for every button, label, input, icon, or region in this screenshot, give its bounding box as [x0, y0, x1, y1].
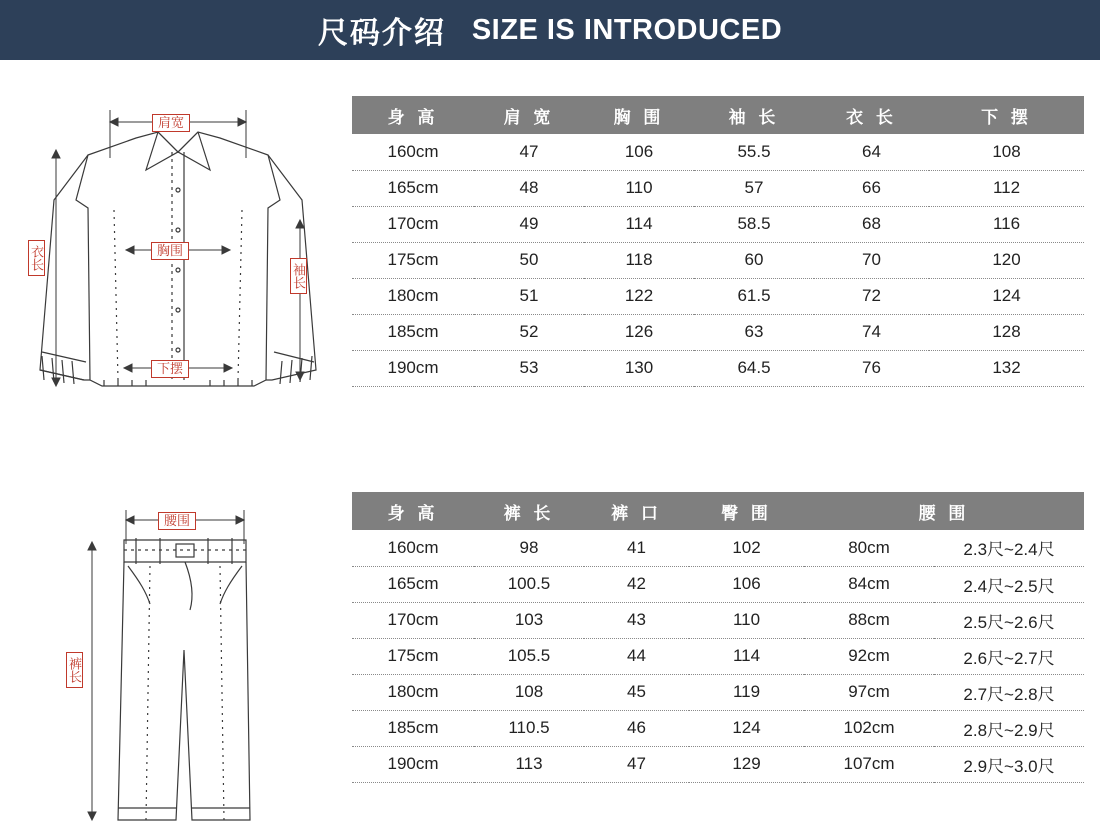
- cell-waist-chi: 2.3尺~2.4尺: [934, 530, 1084, 566]
- table-header-row: [352, 96, 1084, 134]
- cell-hip: 114: [689, 638, 804, 674]
- cell-length: 66: [814, 170, 929, 206]
- table-row: [352, 710, 1084, 746]
- cell-hip: 102: [689, 530, 804, 566]
- cell-length: 74: [814, 314, 929, 350]
- table-row: [352, 278, 1084, 314]
- cell-shoulder: 51: [474, 278, 584, 314]
- cell-pants-length: 103: [474, 602, 584, 638]
- cell-hem: 116: [929, 206, 1084, 242]
- cell-pants-length: 110.5: [474, 710, 584, 746]
- column-header-hip: 臀 围: [689, 492, 804, 530]
- cell-chest: 130: [584, 350, 694, 386]
- table-row: [352, 638, 1084, 674]
- cell-height: 190cm: [352, 350, 474, 386]
- table-header-row: [352, 492, 1084, 530]
- table-row: [352, 746, 1084, 782]
- cell-sleeve: 58.5: [694, 206, 814, 242]
- cell-shoulder: 47: [474, 134, 584, 170]
- cell-waist-cm: 80cm: [804, 530, 934, 566]
- cell-height: 170cm: [352, 206, 474, 242]
- cell-chest: 110: [584, 170, 694, 206]
- cell-leg-opening: 45: [584, 674, 689, 710]
- cell-height: 165cm: [352, 566, 474, 602]
- cell-sleeve: 61.5: [694, 278, 814, 314]
- cell-leg-opening: 42: [584, 566, 689, 602]
- shirt-diagram: [18, 80, 338, 425]
- cell-height: 190cm: [352, 746, 474, 782]
- cell-hem: 132: [929, 350, 1084, 386]
- cell-hip: 124: [689, 710, 804, 746]
- cell-leg-opening: 44: [584, 638, 689, 674]
- cell-waist-cm: 92cm: [804, 638, 934, 674]
- cell-shoulder: 52: [474, 314, 584, 350]
- column-header-shoulder: 肩 宽: [474, 96, 584, 134]
- cell-waist-chi: 2.4尺~2.5尺: [934, 566, 1084, 602]
- cell-height: 185cm: [352, 710, 474, 746]
- label-waist: 腰围: [158, 512, 196, 530]
- cell-hem: 112: [929, 170, 1084, 206]
- column-header-waist: 腰 围: [804, 492, 1084, 530]
- table-row: [352, 314, 1084, 350]
- cell-waist-chi: 2.7尺~2.8尺: [934, 674, 1084, 710]
- cell-hem: 108: [929, 134, 1084, 170]
- cell-height: 175cm: [352, 242, 474, 278]
- cell-pants-length: 100.5: [474, 566, 584, 602]
- cell-waist-chi: 2.9尺~3.0尺: [934, 746, 1084, 782]
- cell-height: 180cm: [352, 278, 474, 314]
- cell-pants-length: 98: [474, 530, 584, 566]
- cell-pants-length: 108: [474, 674, 584, 710]
- cell-waist-cm: 107cm: [804, 746, 934, 782]
- cell-leg-opening: 47: [584, 746, 689, 782]
- cell-height: 160cm: [352, 134, 474, 170]
- cell-waist-chi: 2.8尺~2.9尺: [934, 710, 1084, 746]
- label-sleeve-length: 袖长: [290, 258, 307, 294]
- cell-waist-cm: 97cm: [804, 674, 934, 710]
- cell-waist-cm: 88cm: [804, 602, 934, 638]
- cell-pants-length: 105.5: [474, 638, 584, 674]
- cell-hip: 129: [689, 746, 804, 782]
- cell-waist-cm: 102cm: [804, 710, 934, 746]
- cell-chest: 118: [584, 242, 694, 278]
- cell-hip: 106: [689, 566, 804, 602]
- cell-length: 68: [814, 206, 929, 242]
- cell-height: 170cm: [352, 602, 474, 638]
- label-pants-length: 裤长: [66, 652, 83, 688]
- cell-leg-opening: 46: [584, 710, 689, 746]
- table-row: [352, 134, 1084, 170]
- cell-length: 70: [814, 242, 929, 278]
- cell-chest: 106: [584, 134, 694, 170]
- cell-chest: 126: [584, 314, 694, 350]
- table-row: [352, 530, 1084, 566]
- cell-length: 76: [814, 350, 929, 386]
- cell-leg-opening: 41: [584, 530, 689, 566]
- table-row: [352, 566, 1084, 602]
- pants-diagram: [40, 470, 330, 830]
- column-header-chest: 胸 围: [584, 96, 694, 134]
- label-garment-length: 衣长: [28, 240, 45, 276]
- cell-shoulder: 53: [474, 350, 584, 386]
- column-header-height: 身 高: [352, 492, 474, 530]
- shirt-size-table: [352, 96, 1084, 387]
- cell-height: 185cm: [352, 314, 474, 350]
- table-row: [352, 674, 1084, 710]
- cell-hem: 120: [929, 242, 1084, 278]
- cell-leg-opening: 43: [584, 602, 689, 638]
- cell-chest: 122: [584, 278, 694, 314]
- cell-shoulder: 48: [474, 170, 584, 206]
- cell-pants-length: 113: [474, 746, 584, 782]
- cell-sleeve: 57: [694, 170, 814, 206]
- cell-waist-chi: 2.5尺~2.6尺: [934, 602, 1084, 638]
- cell-shoulder: 50: [474, 242, 584, 278]
- shirt-size-table-element: [352, 96, 1084, 387]
- cell-height: 165cm: [352, 170, 474, 206]
- cell-height: 160cm: [352, 530, 474, 566]
- cell-waist-chi: 2.6尺~2.7尺: [934, 638, 1084, 674]
- page-title-cn: 尺码介绍: [317, 17, 446, 50]
- cell-hip: 119: [689, 674, 804, 710]
- cell-hem: 124: [929, 278, 1084, 314]
- cell-height: 175cm: [352, 638, 474, 674]
- cell-hip: 110: [689, 602, 804, 638]
- cell-sleeve: 60: [694, 242, 814, 278]
- column-header-length: 衣 长: [814, 96, 929, 134]
- column-header-hem: 下 摆: [929, 96, 1084, 134]
- table-row: [352, 206, 1084, 242]
- cell-chest: 114: [584, 206, 694, 242]
- cell-length: 72: [814, 278, 929, 314]
- table-row: [352, 170, 1084, 206]
- column-header-sleeve: 袖 长: [694, 96, 814, 134]
- label-shoulder-width: 肩宽: [152, 114, 190, 132]
- table-row: [352, 350, 1084, 386]
- cell-length: 64: [814, 134, 929, 170]
- cell-sleeve: 55.5: [694, 134, 814, 170]
- cell-waist-cm: 84cm: [804, 566, 934, 602]
- cell-shoulder: 49: [474, 206, 584, 242]
- label-chest: 胸围: [151, 242, 189, 260]
- label-hem: 下摆: [151, 360, 189, 378]
- cell-hem: 128: [929, 314, 1084, 350]
- cell-height: 180cm: [352, 674, 474, 710]
- page-title-en: SIZE IS INTRODUCED: [471, 13, 783, 46]
- cell-sleeve: 63: [694, 314, 814, 350]
- column-header-pants-length: 裤 长: [474, 492, 584, 530]
- column-header-leg-opening: 裤 口: [584, 492, 689, 530]
- table-row: [352, 242, 1084, 278]
- pants-size-table-element: [352, 492, 1084, 783]
- page-header: [0, 0, 1100, 60]
- table-row: [352, 602, 1084, 638]
- cell-sleeve: 64.5: [694, 350, 814, 386]
- column-header-height: 身 高: [352, 96, 474, 134]
- pants-size-table: [352, 492, 1084, 783]
